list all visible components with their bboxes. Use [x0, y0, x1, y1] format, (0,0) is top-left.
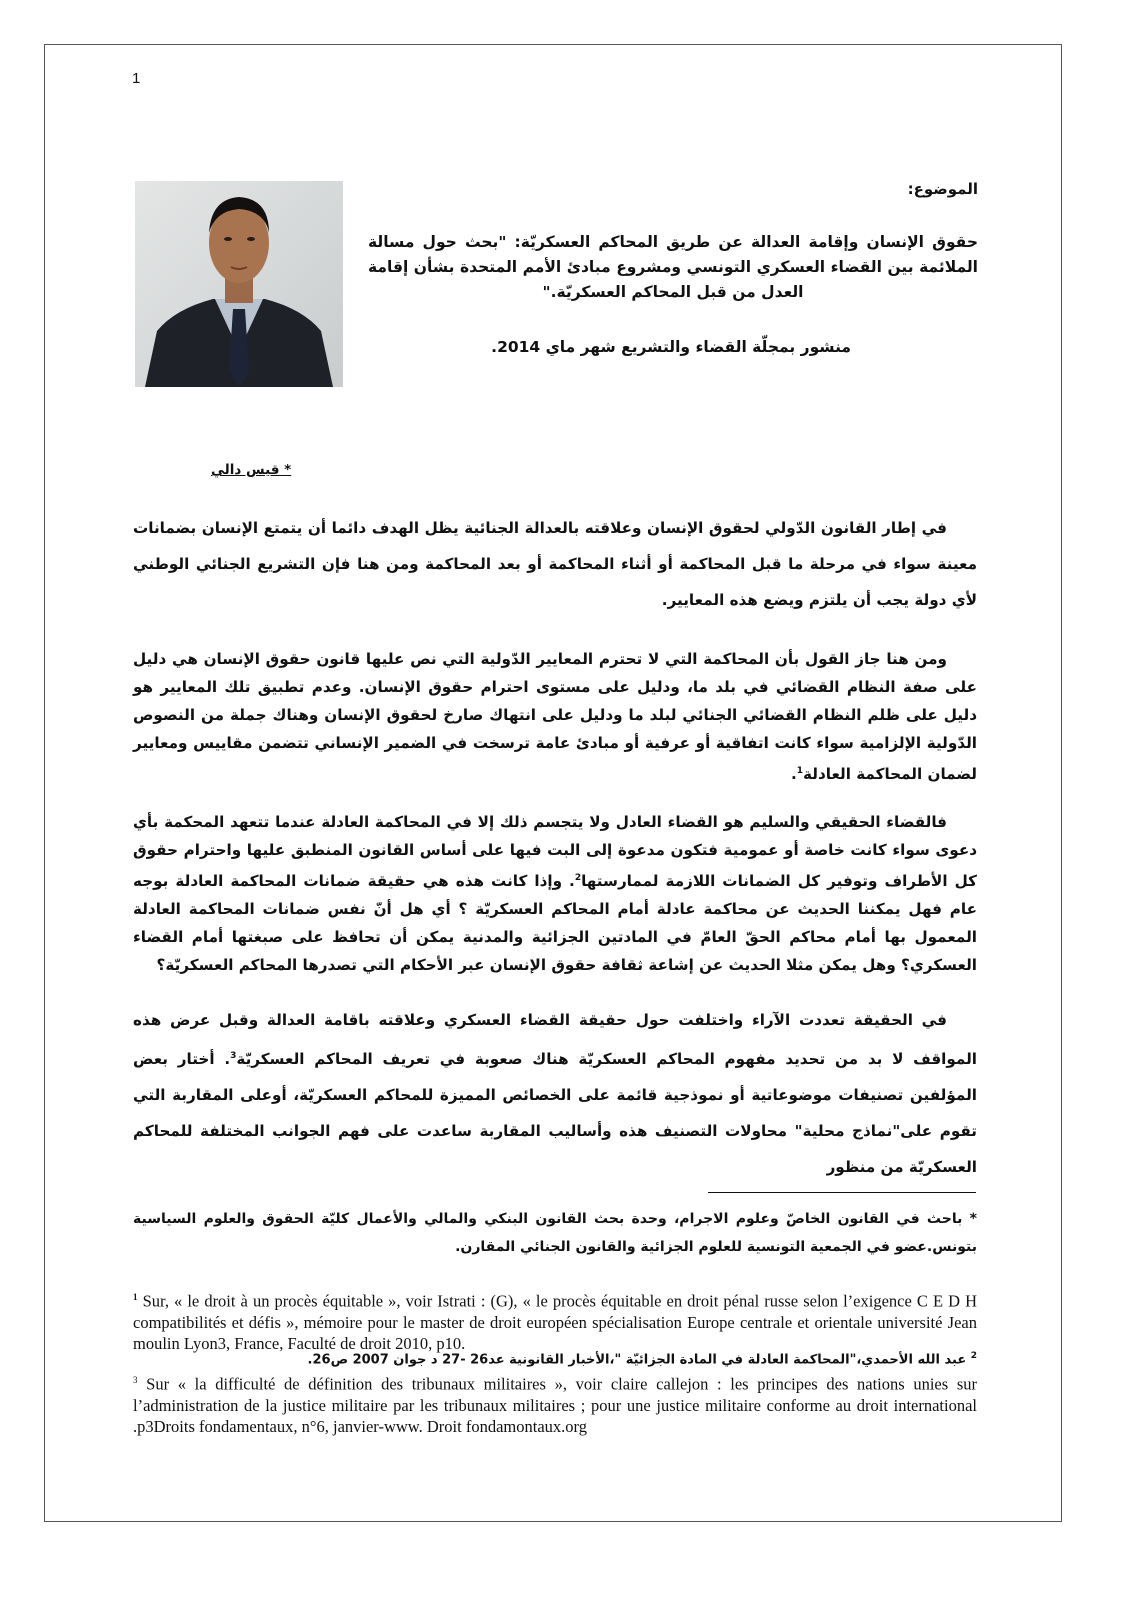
- paragraph: ومن هنا جاز القول بأن المحاكمة التي لا تحترم المعايير الدّولية التي نص عليها قانون حقوق الإنسان هي دليل على صفة النظام القضائي في بلد ما، ودليل على مستوى احترام حقوق الإنسان. وعدم تطبيق تلك المعايير هو دليل على ظلم النظام القضائي الجنائي لبلد ما ودليل على انتهاك صارخ لحقوق الإنسان وهناك جملة من النصوص الدّولية الإلزامية سواء كانت اتفاقية أو عرفية أو مبادئ عامة ترسخت في الضمير الإنساني تتضمن مقاييس ومعايير لضمان المحاكمة العادلة$^1$.: [133, 650, 977, 784]
- footnote-3: $^3$ Sur « la difficulté de définition des tribunaux militaires », voir claire callejon : les principes des nations unies sur l’administration de la justice militaire par les tribunaux militaires ; pour une justice militaire conforme au droit international .p3Droits fondamentaux, n°6, janvier-www. Droit fondamontaux.org: [133, 1374, 977, 1436]
- page-number: 1: [132, 70, 141, 87]
- publication-note: منشور بمجلّة القضاء والتشريع شهر ماي 2014.: [491, 338, 851, 356]
- article-title: حقوق الإنسان وإقامة العدالة عن طريق المحاكم العسكريّة: "بحث حول مسالة الملائمة بين القضاء العسكري التونسي ومشروع مبادئ الأمم المتحدة بشأن إقامة العدل من قبل المحاكم العسكريّة.": [368, 233, 978, 301]
- footnote-ref[interactable]: 2: [574, 873, 582, 883]
- author-photo: [135, 181, 343, 387]
- subject-label: الموضوع:: [907, 180, 978, 198]
- paragraph: في الحقيقة تعددت الآراء واختلفت حول حقيقة القضاء العسكري وعلاقته باقامة العدالة وقبل عرض هذه المواقف لا بد من تحديد مفهوم المحاكم العسكريّة هناك صعوبة في تعريف المحاكم العسكريّة$^3$. أختار بعض المؤلفين تصنيفات موضوعاتية أو نموذجية قائمة على الخصائص المميزة للمحاكم العسكريّة، أوعلى المقاربة التي تقوم على"نماذج محلية" محاولات التصنيف هذه وأساليب المقاربة ساعدت على فهم الجوانب المختلفة للمحاكم العسكريّة من منظور: [133, 1011, 977, 1177]
- footnote-mark: 3: [133, 1375, 138, 1385]
- paragraph: فالقضاء الحقيقي والسليم هو القضاء العادل ولا يتجسم ذلك إلا في المحاكمة العادلة عندما تتعهد المحكمة بأي دعوى سواء كانت خاصة أو عمومية فتكون مدعوة إلى البت فيها على أساس القانون المنطبق عليها واحترام حقوق كل الأطراف وتوفير كل الضمانات اللازمة لممارستها$^2$. وإذا كانت هذه هي حقيقة ضمانات المحاكمة العادلة بوجه عام فهل يمكننا الحديث عن محاكمة عادلة أمام المحاكم العسكريّة ؟ أي هل أنّ نفس ضمانات المحاكمة العادلة المعمول بها أمام محاكم الحقّ العامّ في المادتين الجزائية والمدنية يمكن أن تحافظ على صبغتها أمام القضاء العسكري؟ وهل يمكن مثلا الحديث عن إشاعة ثقافة حقوق الإنسان عبر الأحكام التي تصدرها المحاكم العسكريّة؟: [133, 813, 977, 975]
- author-name: * قيس دالي: [211, 462, 292, 478]
- footnote-mark: 1: [133, 1292, 138, 1302]
- footnote-ref[interactable]: 3: [230, 1051, 237, 1061]
- footnote-ref[interactable]: 1: [796, 766, 804, 776]
- footnote-1: $^1$ Sur, « le droit à un procès équitable », voir Istrati : (G), « le procès équitable en droit pénal russe selon l’exigence C E D H compatibilités et défis », mémoire pour le master de droit européen spécialisation Europe centrale et orientale université Jean moulin Lyon3, France, Faculté de droit 2010, p10.: [133, 1291, 977, 1353]
- footnote-separator: [708, 1192, 976, 1193]
- footnote-author: * باحث في القانون الخاصّ وعلوم الاجرام، وحدة بحث القانون البنكي والمالي والأعمال كليّة الحقوق والعلوم السياسية بتونس.عضو في الجمعية التونسية للعلوم الجزائية والقانون الجنائي المقارن.: [133, 1211, 977, 1255]
- paragraph: في إطار القانون الدّولي لحقوق الإنسان وعلاقته بالعدالة الجنائية يظل الهدف دائما أن يتمتع الإنسان بضمانات معينة سواء في مرحلة ما قبل المحاكمة أو أثناء المحاكمة أو بعد المحاكمة ومن هنا فإن التشريع الجنائي الوطني لأي دولة يجب أن يلتزم ويضع هذه المعايير.: [133, 519, 977, 609]
- footnote-mark: 2: [970, 1351, 977, 1361]
- footnote-2: $^2$ عبد الله الأحمدي،"المحاكمة العادلة في المادة الجزائيّة "،الأخبار القانونية عد26 -27 د جوان 2007 ص26.: [307, 1351, 977, 1368]
